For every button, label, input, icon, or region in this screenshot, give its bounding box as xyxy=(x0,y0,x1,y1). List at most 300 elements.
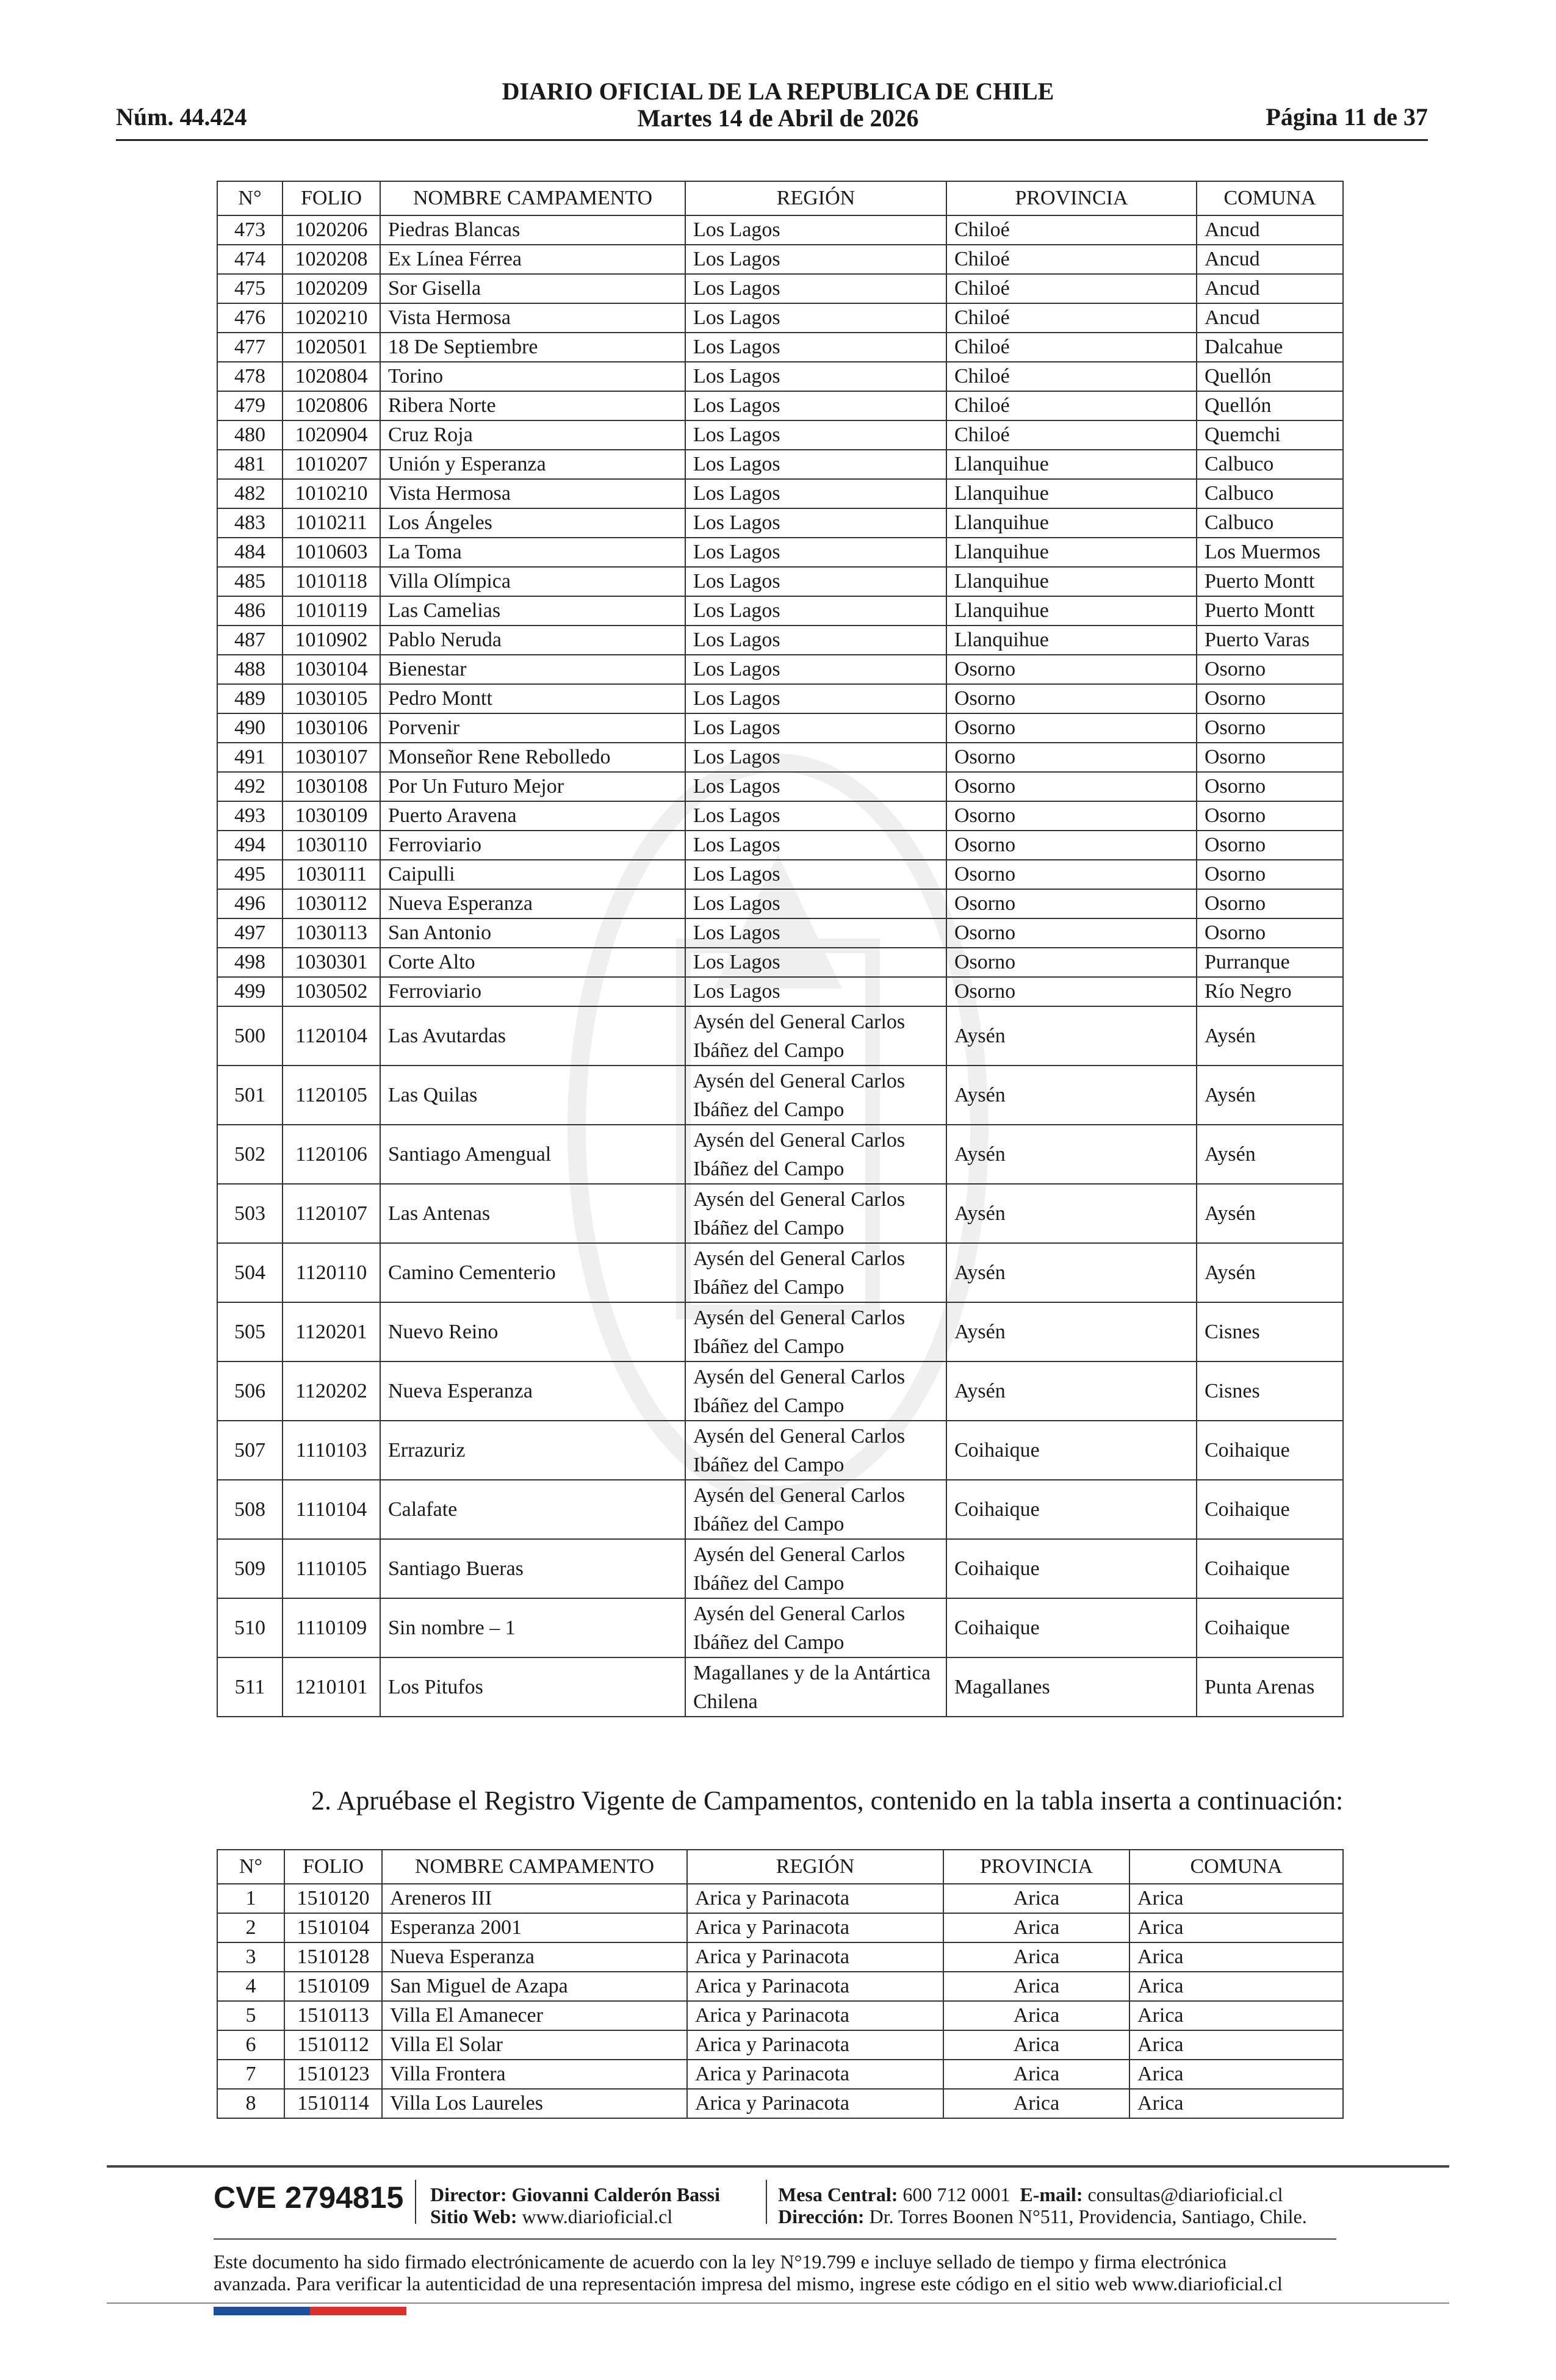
cell-provincia: Arica xyxy=(943,1884,1129,1913)
email-link[interactable]: consultas@diarioficial.cl xyxy=(1087,2183,1283,2205)
cell-num: 479 xyxy=(217,391,283,420)
cell-folio: 1020804 xyxy=(283,362,380,391)
table-row xyxy=(217,1884,1343,1913)
col-header-provincia: PROVINCIA xyxy=(946,181,1197,215)
cell-region: Los Lagos xyxy=(685,860,946,889)
cell-provincia: Arica xyxy=(943,1942,1129,1972)
cell-num: 475 xyxy=(217,274,283,303)
cell-num: 7 xyxy=(217,2060,284,2089)
cell-comuna: Cisnes xyxy=(1197,1302,1343,1361)
cell-nombre: Nuevo Reino xyxy=(380,1302,685,1361)
cell-folio: 1030104 xyxy=(283,655,380,684)
cell-comuna: Puerto Varas xyxy=(1197,626,1343,655)
website-link[interactable]: www.diarioficial.cl xyxy=(522,2205,673,2227)
cell-nombre: Villa El Amanecer xyxy=(382,2001,687,2030)
cell-comuna: Osorno xyxy=(1197,743,1343,772)
cell-num: 492 xyxy=(217,772,283,801)
cell-provincia: Aysén xyxy=(946,1243,1197,1302)
table-row xyxy=(217,1942,1343,1972)
cell-num: 498 xyxy=(217,948,283,977)
cell-comuna: Los Muermos xyxy=(1197,538,1343,567)
table-row xyxy=(217,626,1343,655)
cell-comuna: Puerto Montt xyxy=(1197,596,1343,626)
cell-folio: 1030113 xyxy=(283,918,380,948)
cell-num: 482 xyxy=(217,479,283,508)
cell-folio: 1020501 xyxy=(283,333,380,362)
cell-comuna: Quemchi xyxy=(1197,420,1343,450)
cell-provincia: Osorno xyxy=(946,918,1197,948)
col-header-provincia: PROVINCIA xyxy=(943,1850,1129,1884)
cell-num: 511 xyxy=(217,1657,283,1717)
cell-region: Los Lagos xyxy=(685,948,946,977)
table-header-row xyxy=(217,1850,1343,1884)
cell-folio: 1010118 xyxy=(283,567,380,596)
cell-region: Aysén del General Carlos Ibáñez del Campo xyxy=(685,1598,946,1657)
cell-region: Los Lagos xyxy=(685,479,946,508)
cell-provincia: Llanquihue xyxy=(946,567,1197,596)
table-row xyxy=(217,450,1343,479)
cell-provincia: Llanquihue xyxy=(946,626,1197,655)
cell-provincia: Aysén xyxy=(946,1006,1197,1066)
cell-region: Aysén del General Carlos Ibáñez del Campo xyxy=(685,1480,946,1539)
cell-nombre: Ferroviario xyxy=(380,831,685,860)
table-row xyxy=(217,1361,1343,1421)
cell-folio: 1110104 xyxy=(283,1480,380,1539)
cell-comuna: Ancud xyxy=(1197,274,1343,303)
cell-region: Aysén del General Carlos Ibáñez del Campo xyxy=(685,1006,946,1066)
cell-provincia: Chiloé xyxy=(946,274,1197,303)
cell-folio: 1030107 xyxy=(283,743,380,772)
campamentos-table-2 xyxy=(217,1849,1344,2119)
cell-provincia: Chiloé xyxy=(946,303,1197,333)
approval-paragraph: 2. Apruébase el Registro Vigente de Campamentos, contenido en la tabla inserta a continuación: xyxy=(311,1786,1344,1816)
cell-folio: 1510109 xyxy=(284,1972,382,2001)
cell-folio: 1510113 xyxy=(284,2001,382,2030)
cell-folio: 1120202 xyxy=(283,1361,380,1421)
cell-provincia: Osorno xyxy=(946,772,1197,801)
table-row xyxy=(217,831,1343,860)
cell-provincia: Osorno xyxy=(946,684,1197,713)
cell-comuna: Coihaique xyxy=(1197,1480,1343,1539)
cell-nombre: Sin nombre – 1 xyxy=(380,1598,685,1657)
cell-provincia: Llanquihue xyxy=(946,479,1197,508)
col-header-region: REGIÓN xyxy=(685,181,946,215)
cell-nombre: La Toma xyxy=(380,538,685,567)
cell-folio: 1110105 xyxy=(283,1539,380,1598)
cell-num: 480 xyxy=(217,420,283,450)
cell-region: Los Lagos xyxy=(685,801,946,831)
cell-folio: 1010210 xyxy=(283,479,380,508)
cell-region: Los Lagos xyxy=(685,743,946,772)
cell-folio: 1120105 xyxy=(283,1066,380,1125)
cell-region: Arica y Parinacota xyxy=(687,2060,943,2089)
footer-director xyxy=(430,2183,720,2206)
cell-comuna: Aysén xyxy=(1197,1184,1343,1243)
cell-comuna: Osorno xyxy=(1197,860,1343,889)
cell-num: 507 xyxy=(217,1421,283,1480)
cell-folio: 1210101 xyxy=(283,1657,380,1717)
cell-nombre: Vista Hermosa xyxy=(380,303,685,333)
cell-region: Aysén del General Carlos Ibáñez del Campo xyxy=(685,1125,946,1184)
cell-comuna: Aysén xyxy=(1197,1243,1343,1302)
table-row xyxy=(217,1243,1343,1302)
cell-nombre: Pedro Montt xyxy=(380,684,685,713)
cell-region: Los Lagos xyxy=(685,626,946,655)
cell-comuna: Aysén xyxy=(1197,1066,1343,1125)
cell-num: 494 xyxy=(217,831,283,860)
cell-provincia: Arica xyxy=(943,2089,1129,2118)
cell-comuna: Arica xyxy=(1129,1913,1343,1942)
cell-region: Arica y Parinacota xyxy=(687,2089,943,2118)
cell-folio: 1020206 xyxy=(283,215,380,245)
cell-num: 478 xyxy=(217,362,283,391)
table-row xyxy=(217,1125,1343,1184)
cell-num: 505 xyxy=(217,1302,283,1361)
flag-stripe-red xyxy=(310,2307,406,2315)
cell-provincia: Osorno xyxy=(946,831,1197,860)
footer-contact xyxy=(778,2183,1283,2206)
cell-region: Los Lagos xyxy=(685,303,946,333)
cell-num: 501 xyxy=(217,1066,283,1125)
cell-provincia: Aysén xyxy=(946,1184,1197,1243)
cell-comuna: Puerto Montt xyxy=(1197,567,1343,596)
cell-folio: 1020210 xyxy=(283,303,380,333)
cell-folio: 1030105 xyxy=(283,684,380,713)
cell-nombre: 18 De Septiembre xyxy=(380,333,685,362)
cell-folio: 1020806 xyxy=(283,391,380,420)
address-text: Dr. Torres Boonen N°511, Providencia, Santiago, Chile. xyxy=(869,2205,1307,2227)
cell-num: 497 xyxy=(217,918,283,948)
cell-comuna: Osorno xyxy=(1197,831,1343,860)
cell-provincia: Chiloé xyxy=(946,420,1197,450)
cell-nombre: Santiago Bueras xyxy=(380,1539,685,1598)
cell-folio: 1010207 xyxy=(283,450,380,479)
table-row xyxy=(217,801,1343,831)
cell-nombre: Errazuriz xyxy=(380,1421,685,1480)
cell-num: 506 xyxy=(217,1361,283,1421)
cell-num: 473 xyxy=(217,215,283,245)
campamentos-table-1 xyxy=(217,181,1344,1717)
table-row xyxy=(217,948,1343,977)
cell-folio: 1120106 xyxy=(283,1125,380,1184)
cell-provincia: Osorno xyxy=(946,948,1197,977)
cell-comuna: Osorno xyxy=(1197,918,1343,948)
cell-provincia: Chiloé xyxy=(946,391,1197,420)
table-row xyxy=(217,655,1343,684)
table-row xyxy=(217,2089,1343,2118)
cell-num: 509 xyxy=(217,1539,283,1598)
table-row xyxy=(217,215,1343,245)
cell-num: 1 xyxy=(217,1884,284,1913)
cell-nombre: Ribera Norte xyxy=(380,391,685,420)
table-row xyxy=(217,889,1343,918)
cell-folio: 1030108 xyxy=(283,772,380,801)
cell-nombre: Bienestar xyxy=(380,655,685,684)
table-row xyxy=(217,274,1343,303)
cell-comuna: Osorno xyxy=(1197,772,1343,801)
cell-provincia: Arica xyxy=(943,1972,1129,2001)
table-row xyxy=(217,1539,1343,1598)
cell-folio: 1120110 xyxy=(283,1243,380,1302)
cell-num: 476 xyxy=(217,303,283,333)
col-header-num: N° xyxy=(217,181,283,215)
table-row xyxy=(217,596,1343,626)
cell-provincia: Coihaique xyxy=(946,1539,1197,1598)
cell-folio: 1030109 xyxy=(283,801,380,831)
cell-region: Los Lagos xyxy=(685,245,946,274)
cell-provincia: Aysén xyxy=(946,1125,1197,1184)
cell-nombre: Los Ángeles xyxy=(380,508,685,538)
cell-num: 8 xyxy=(217,2089,284,2118)
table-row xyxy=(217,743,1343,772)
cell-comuna: Coihaique xyxy=(1197,1421,1343,1480)
cell-provincia: Magallanes xyxy=(946,1657,1197,1717)
cell-provincia: Llanquihue xyxy=(946,508,1197,538)
table-row xyxy=(217,2030,1343,2060)
cell-provincia: Osorno xyxy=(946,801,1197,831)
cell-comuna: Calbuco xyxy=(1197,450,1343,479)
col-header-folio: FOLIO xyxy=(283,181,380,215)
cell-region: Los Lagos xyxy=(685,215,946,245)
cell-region: Los Lagos xyxy=(685,274,946,303)
footer-separator xyxy=(415,2180,416,2224)
cell-nombre: Esperanza 2001 xyxy=(382,1913,687,1942)
cell-nombre: Villa El Solar xyxy=(382,2030,687,2060)
cell-nombre: Nueva Esperanza xyxy=(380,889,685,918)
cell-folio: 1510114 xyxy=(284,2089,382,2118)
page-indicator: Página 11 de 37 xyxy=(1266,103,1428,131)
cell-provincia: Coihaique xyxy=(946,1598,1197,1657)
cell-comuna: Osorno xyxy=(1197,801,1343,831)
table-row xyxy=(217,1421,1343,1480)
table-row xyxy=(217,303,1343,333)
footer-address xyxy=(778,2205,1307,2228)
cell-num: 481 xyxy=(217,450,283,479)
table-row xyxy=(217,1184,1343,1243)
cell-num: 504 xyxy=(217,1243,283,1302)
cell-nombre: Villa Frontera xyxy=(382,2060,687,2089)
publication-title: DIARIO OFICIAL DE LA REPUBLICA DE CHILE xyxy=(502,78,1054,105)
cell-folio: 1120201 xyxy=(283,1302,380,1361)
cell-provincia: Osorno xyxy=(946,977,1197,1006)
cell-comuna: Dalcahue xyxy=(1197,333,1343,362)
cell-nombre: Las Antenas xyxy=(380,1184,685,1243)
cell-provincia: Osorno xyxy=(946,860,1197,889)
cell-region: Arica y Parinacota xyxy=(687,2030,943,2060)
cell-region: Aysén del General Carlos Ibáñez del Campo xyxy=(685,1302,946,1361)
cell-folio: 1510128 xyxy=(284,1942,382,1972)
table-row xyxy=(217,538,1343,567)
cell-provincia: Chiloé xyxy=(946,362,1197,391)
cell-region: Los Lagos xyxy=(685,333,946,362)
cell-region: Los Lagos xyxy=(685,450,946,479)
cell-folio: 1010211 xyxy=(283,508,380,538)
cell-region: Arica y Parinacota xyxy=(687,1913,943,1942)
cell-region: Los Lagos xyxy=(685,655,946,684)
cell-num: 488 xyxy=(217,655,283,684)
cell-nombre: San Miguel de Azapa xyxy=(382,1972,687,2001)
cell-comuna: Río Negro xyxy=(1197,977,1343,1006)
col-header-nombre: NOMBRE CAMPAMENTO xyxy=(380,181,685,215)
cell-nombre: Cruz Roja xyxy=(380,420,685,450)
cell-region: Aysén del General Carlos Ibáñez del Campo xyxy=(685,1243,946,1302)
cell-comuna: Arica xyxy=(1129,1884,1343,1913)
issue-number: Núm. 44.424 xyxy=(116,103,247,131)
cell-provincia: Arica xyxy=(943,2060,1129,2089)
footer-separator xyxy=(766,2180,767,2224)
cell-folio: 1120104 xyxy=(283,1006,380,1066)
cell-nombre: Ex Línea Férrea xyxy=(380,245,685,274)
cell-nombre: Sor Gisella xyxy=(380,274,685,303)
table-row xyxy=(217,567,1343,596)
footer-divider xyxy=(107,2165,1449,2168)
table-row xyxy=(217,2001,1343,2030)
cell-region: Los Lagos xyxy=(685,684,946,713)
cell-folio: 1510112 xyxy=(284,2030,382,2060)
col-header-comuna: COMUNA xyxy=(1197,181,1343,215)
cell-comuna: Punta Arenas xyxy=(1197,1657,1343,1717)
cell-nombre: Caipulli xyxy=(380,860,685,889)
cell-folio: 1020208 xyxy=(283,245,380,274)
cell-provincia: Arica xyxy=(943,1913,1129,1942)
table-row xyxy=(217,1302,1343,1361)
cell-region: Los Lagos xyxy=(685,508,946,538)
cell-region: Los Lagos xyxy=(685,713,946,743)
cell-provincia: Coihaique xyxy=(946,1421,1197,1480)
col-header-folio: FOLIO xyxy=(284,1850,382,1884)
cell-region: Los Lagos xyxy=(685,420,946,450)
cell-region: Arica y Parinacota xyxy=(687,1972,943,2001)
cell-comuna: Coihaique xyxy=(1197,1598,1343,1657)
cell-provincia: Aysén xyxy=(946,1302,1197,1361)
cell-comuna: Purranque xyxy=(1197,948,1343,977)
table-row xyxy=(217,245,1343,274)
cell-num: 477 xyxy=(217,333,283,362)
cell-nombre: Calafate xyxy=(380,1480,685,1539)
cell-num: 490 xyxy=(217,713,283,743)
cell-folio: 1030112 xyxy=(283,889,380,918)
cell-num: 483 xyxy=(217,508,283,538)
table-row xyxy=(217,333,1343,362)
cell-provincia: Arica xyxy=(943,2001,1129,2030)
cell-num: 485 xyxy=(217,567,283,596)
cell-provincia: Coihaique xyxy=(946,1480,1197,1539)
cell-comuna: Osorno xyxy=(1197,684,1343,713)
cell-comuna: Osorno xyxy=(1197,889,1343,918)
cell-region: Los Lagos xyxy=(685,391,946,420)
cell-nombre: Villa Olímpica xyxy=(380,567,685,596)
cell-provincia: Osorno xyxy=(946,655,1197,684)
table-header-row xyxy=(217,181,1343,215)
cell-nombre: San Antonio xyxy=(380,918,685,948)
table-row xyxy=(217,1006,1343,1066)
cell-comuna: Arica xyxy=(1129,2060,1343,2089)
cell-nombre: Porvenir xyxy=(380,713,685,743)
table-row xyxy=(217,2060,1343,2089)
table-row xyxy=(217,1066,1343,1125)
col-header-region: REGIÓN xyxy=(687,1850,943,1884)
cell-comuna: Ancud xyxy=(1197,303,1343,333)
cell-comuna: Aysén xyxy=(1197,1125,1343,1184)
table-row xyxy=(217,1598,1343,1657)
cell-region: Arica y Parinacota xyxy=(687,1884,943,1913)
cell-num: 486 xyxy=(217,596,283,626)
cell-folio: 1110109 xyxy=(283,1598,380,1657)
cell-folio: 1030111 xyxy=(283,860,380,889)
cell-nombre: Los Pitufos xyxy=(380,1657,685,1717)
cell-folio: 1110103 xyxy=(283,1421,380,1480)
cell-provincia: Aysén xyxy=(946,1361,1197,1421)
col-header-num: N° xyxy=(217,1850,284,1884)
cell-region: Arica y Parinacota xyxy=(687,2001,943,2030)
cell-num: 510 xyxy=(217,1598,283,1657)
cell-provincia: Chiloé xyxy=(946,245,1197,274)
cell-region: Los Lagos xyxy=(685,362,946,391)
cell-nombre: Pablo Neruda xyxy=(380,626,685,655)
table-row xyxy=(217,1657,1343,1717)
cell-num: 499 xyxy=(217,977,283,1006)
cell-nombre: Villa Los Laureles xyxy=(382,2089,687,2118)
cell-provincia: Chiloé xyxy=(946,215,1197,245)
footer-website xyxy=(430,2205,672,2228)
cell-nombre: Puerto Aravena xyxy=(380,801,685,831)
cell-folio: 1030502 xyxy=(283,977,380,1006)
table-row xyxy=(217,1480,1343,1539)
website-label: Sitio Web: xyxy=(430,2205,517,2227)
cell-provincia: Osorno xyxy=(946,889,1197,918)
cell-provincia: Llanquihue xyxy=(946,596,1197,626)
cell-region: Aysén del General Carlos Ibáñez del Campo xyxy=(685,1421,946,1480)
cell-comuna: Quellón xyxy=(1197,362,1343,391)
footer-divider xyxy=(107,2302,1449,2304)
cell-nombre: Por Un Futuro Mejor xyxy=(380,772,685,801)
cell-nombre: Torino xyxy=(380,362,685,391)
table-row xyxy=(217,977,1343,1006)
cell-folio: 1020904 xyxy=(283,420,380,450)
cell-nombre: Vista Hermosa xyxy=(380,479,685,508)
signature-note-line-1: Este documento ha sido firmado electrónicamente de acuerdo con la ley N°19.799 e incluye sellado de tiempo y firma electrónica xyxy=(214,2251,1227,2273)
cell-nombre: Camino Cementerio xyxy=(380,1243,685,1302)
cell-folio: 1030110 xyxy=(283,831,380,860)
cell-comuna: Quellón xyxy=(1197,391,1343,420)
cell-comuna: Arica xyxy=(1129,2001,1343,2030)
cell-comuna: Calbuco xyxy=(1197,508,1343,538)
cell-region: Los Lagos xyxy=(685,977,946,1006)
cell-region: Los Lagos xyxy=(685,538,946,567)
cell-folio: 1510104 xyxy=(284,1913,382,1942)
cell-num: 508 xyxy=(217,1480,283,1539)
cell-folio: 1510120 xyxy=(284,1884,382,1913)
cell-num: 500 xyxy=(217,1006,283,1066)
cell-comuna: Cisnes xyxy=(1197,1361,1343,1421)
cell-nombre: Las Avutardas xyxy=(380,1006,685,1066)
publication-date: Martes 14 de Abril de 2026 xyxy=(637,104,919,132)
cve-code: CVE 2794815 xyxy=(214,2180,404,2215)
cell-comuna: Aysén xyxy=(1197,1006,1343,1066)
cell-nombre: Las Quilas xyxy=(380,1066,685,1125)
table-row xyxy=(217,684,1343,713)
cell-num: 487 xyxy=(217,626,283,655)
table-row xyxy=(217,713,1343,743)
cell-num: 493 xyxy=(217,801,283,831)
cell-num: 4 xyxy=(217,1972,284,2001)
cell-comuna: Arica xyxy=(1129,1972,1343,2001)
cell-provincia: Osorno xyxy=(946,713,1197,743)
table-row xyxy=(217,420,1343,450)
cell-region: Los Lagos xyxy=(685,889,946,918)
cell-region: Los Lagos xyxy=(685,772,946,801)
cell-num: 489 xyxy=(217,684,283,713)
